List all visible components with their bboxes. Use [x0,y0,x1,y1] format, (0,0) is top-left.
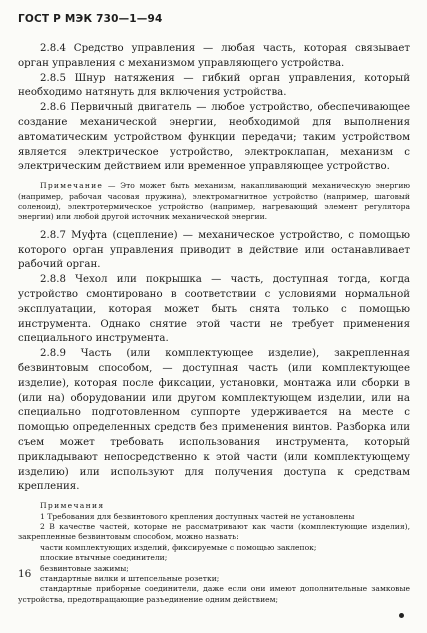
note-label: Примечание [40,181,104,191]
note-sub-item: стандартные вилки и штепсельные розетки; [40,573,220,583]
clause-2-8-7: 2.8.7 Муфта (сцепление) — механическое устройство, с помощью которого орган управления приводит в действие или останавливает рабочий орган. [18,229,410,271]
clause-2-8-4: 2.8.4 Средство управления — любая часть, которая связывает орган управления с механизмом управляющего устройства. [18,43,410,69]
note-item-2: 2 В качестве частей, которые не рассматривают как части (комплектующие изделия), закрепленные безвинтовым способом, можно назвать: [18,521,410,542]
clause-2-8-8: 2.8.8 Чехол или покрышка — часть, доступная тогда, когда устройство смонтировано в соответствии с условиями нормальной эксплуатации, которая может быть снята только с помощью инструмента. Однако снятие этой части не требует применения специального инструмента. [18,274,410,345]
note-item-1: 1 Требования для безвинтового крепления доступных частей не установлены [40,511,355,521]
note-sub-item: части комплектующих изделий, фиксируемые с помощью заклепок; [40,542,317,552]
document-header: ГОСТ Р МЭК 730—1—94 [18,13,163,25]
note-sub-item: плоские втычные соединители; [40,553,168,563]
clause-2-8-6: 2.8.6 Первичный двигатель — любое устройство, обеспечивающее создание механической энергии, необходимой для выполнения автоматическим устройством функции передачи; таким устройством является электрическое устройство, электроклапан, механизм с электрическим действием или временное управляющее устройство. [18,102,410,173]
notes-title: Примечания [40,501,105,511]
print-mark-dot [399,613,404,618]
note-sub-item-last: стандартные приборные соединители, даже если они имеют дополнительные замковые устройства, предотвращающие разъединение одним действием; [18,584,410,604]
clause-2-8-5: 2.8.5 Шнур натяжения — гибкий орган управления, который необходимо натянуть для включения устройства. [18,72,410,99]
clause-2-8-9: 2.8.9 Часть (или комплектующее изделие), закрепленная безвинтовым способом, — доступная часть (или комплектующее изделие), которая после фиксации, установки, монтажа или сборки в (или на) оборудовании или другом комплектующем изделии, или на специально подготовленном суппорте удерживается на месте с помощью определенных средств без применения винтов. Разборка или съем может требовать использования инструмента, который прикладывают непосредственно к этой части (или комплектующему изделию) или используют для получения доступа к средствам крепления. [18,348,410,493]
document-body [18,42,410,605]
note-sub-item: безвинтовые зажимы; [40,563,129,573]
note-text: — Это может быть механизм, накапливающий механическую энергию (например, рабочая часовая пружина), электромагнитное устройство (например, шаговый соленоид), электротермическое устройство (например, нагревающий элемент регулятора энергии) или любой другой источник механической энергии. [18,181,410,222]
page-number: 16 [18,568,32,580]
note-paragraph [18,181,410,223]
notes-block [18,501,410,605]
